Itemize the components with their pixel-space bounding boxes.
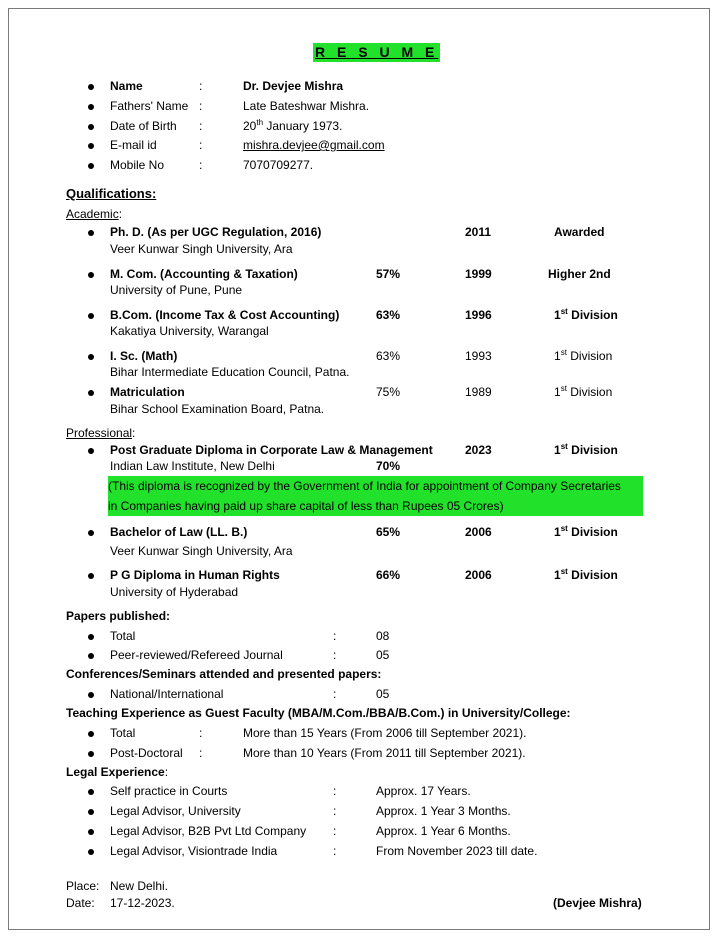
legal-value: Approx. 17 Years. [376, 784, 471, 798]
degree-year: 2011 [465, 225, 492, 239]
papers-value: 05 [376, 648, 390, 662]
legal-value: From November 2023 till date. [376, 844, 538, 858]
degree-result: 1st Division [554, 348, 613, 363]
teaching-value: More than 15 Years (From 2006 till September 2021). [243, 726, 527, 740]
degree-year: 2006 [465, 568, 492, 582]
bullet [88, 653, 94, 659]
signature: (Devjee Mishra) [553, 896, 642, 910]
degree-percent: 63% [376, 349, 401, 363]
degree-result: 1st Division [554, 307, 618, 322]
bullet [88, 143, 94, 149]
degree-result: 1st Division [554, 442, 618, 457]
place-label: Place: [66, 879, 100, 893]
colon: : [199, 99, 203, 113]
degree-year: 2023 [465, 443, 492, 457]
degree-title: B.Com. (Income Tax & Cost Accounting) [110, 308, 340, 322]
degree-institute: Veer Kunwar Singh University, Ara [110, 544, 293, 558]
degree-institute: University of Hyderabad [110, 585, 239, 599]
colon: : [199, 158, 203, 172]
personal-value-name: Dr. Devjee Mishra [243, 79, 344, 93]
degree-year: 1999 [465, 267, 492, 281]
personal-value-father: Late Bateshwar Mishra. [243, 99, 370, 113]
email-link[interactable]: mishra.devjee@gmail.com [243, 138, 385, 152]
personal-label: Name [110, 79, 143, 93]
bullet [88, 272, 94, 278]
bullet [88, 849, 94, 855]
degree-institute: University of Pune, Pune [110, 283, 243, 297]
degree-year: 1996 [465, 308, 492, 322]
personal-label: Date of Birth [110, 119, 177, 133]
legal-label: Self practice in Courts [110, 784, 228, 798]
bullet [88, 354, 94, 360]
degree-title: I. Sc. (Math) [110, 349, 178, 363]
papers-heading: Papers published: [66, 609, 171, 623]
professional-heading: Professional: [66, 426, 136, 440]
bullet [88, 84, 94, 90]
personal-label: E-mail id [110, 138, 157, 152]
bullet [88, 448, 94, 454]
degree-result: 1st Division [554, 384, 613, 399]
degree-result: Higher 2nd [548, 267, 611, 281]
colon: : [199, 746, 203, 760]
date-label: Date: [66, 896, 95, 910]
conferences-heading: Conferences/Seminars attended and presented papers: [66, 667, 382, 681]
legal-label: Legal Advisor, University [110, 804, 241, 818]
bullet [88, 573, 94, 579]
colon: : [333, 844, 337, 858]
degree-percent: 65% [376, 525, 401, 539]
degree-title: M. Com. (Accounting & Taxation) [110, 267, 298, 281]
degree-result: 1st Division [554, 524, 618, 539]
degree-result: Awarded [554, 225, 605, 239]
teaching-value: More than 10 Years (From 2011 till September 2021). [243, 746, 526, 760]
bullet [88, 809, 94, 815]
diploma-note-highlight-1: (This diploma is recognized by the Government of India for appointment of Company Secretaries [108, 476, 643, 496]
legal-heading: Legal Experience: [66, 765, 169, 779]
diploma-note-highlight-2: in Companies having paid up share capital of less than Rupees 05 Crores) [108, 496, 643, 516]
colon: : [199, 726, 203, 740]
legal-value: Approx. 1 Year 3 Months. [376, 804, 511, 818]
conferences-label: National/International [110, 687, 224, 701]
degree-title: P G Diploma in Human Rights [110, 568, 280, 582]
degree-title: Post Graduate Diploma in Corporate Law & Management [110, 443, 433, 457]
colon: : [333, 784, 337, 798]
bullet [88, 530, 94, 536]
bullet [88, 163, 94, 169]
colon: : [333, 824, 337, 838]
degree-percent: 70% [376, 459, 401, 473]
bullet [88, 230, 94, 236]
degree-institute: Kakatiya University, Warangal [110, 324, 269, 338]
papers-label: Total [110, 629, 136, 643]
teaching-label: Post-Doctoral [110, 746, 183, 760]
legal-label: Legal Advisor, B2B Pvt Ltd Company [110, 824, 307, 838]
personal-value-dob: 20th January 1973. [243, 118, 343, 133]
teaching-heading: Teaching Experience as Guest Faculty (MBA/M.Com./BBA/B.Com.) in University/College: [66, 706, 571, 720]
degree-year: 1993 [465, 349, 492, 363]
degree-title: Ph. D. (As per UGC Regulation, 2016) [110, 225, 322, 239]
colon: : [333, 648, 337, 662]
colon: : [333, 804, 337, 818]
papers-value: 08 [376, 629, 390, 643]
degree-year: 2006 [465, 525, 492, 539]
bullet [88, 124, 94, 130]
bullet [88, 104, 94, 110]
colon: : [199, 79, 203, 93]
bullet [88, 313, 94, 319]
colon: : [333, 687, 337, 701]
papers-label: Peer-reviewed/Refereed Journal [110, 648, 283, 662]
degree-percent: 75% [376, 385, 401, 399]
legal-label: Legal Advisor, Visiontrade India [110, 844, 278, 858]
teaching-label: Total [110, 726, 136, 740]
bullet [88, 789, 94, 795]
degree-institute: Indian Law Institute, New Delhi [110, 459, 275, 473]
colon: : [199, 119, 203, 133]
bullet [88, 390, 94, 396]
qualifications-heading: Qualifications: [66, 186, 157, 201]
degree-result: 1st Division [554, 567, 618, 582]
degree-percent: 66% [376, 568, 401, 582]
bullet [88, 731, 94, 737]
personal-value-mobile: 7070709277. [243, 158, 314, 172]
degree-title: Bachelor of Law (LL. B.) [110, 525, 248, 539]
degree-percent: 63% [376, 308, 401, 322]
date-value: 17-12-2023. [110, 896, 175, 910]
personal-label: Mobile No [110, 158, 165, 172]
place-value: New Delhi. [110, 879, 169, 893]
bullet [88, 692, 94, 698]
degree-institute: Bihar Intermediate Education Council, Patna. [110, 365, 350, 379]
degree-institute: Bihar School Examination Board, Patna. [110, 402, 325, 416]
conferences-value: 05 [376, 687, 390, 701]
bullet [88, 751, 94, 757]
bullet [88, 634, 94, 640]
degree-year: 1989 [465, 385, 492, 399]
resume-title: R E S U M E [315, 44, 439, 60]
bullet [88, 829, 94, 835]
degree-percent: 57% [376, 267, 401, 281]
degree-institute: Veer Kunwar Singh University, Ara [110, 242, 293, 256]
colon: : [199, 138, 203, 152]
academic-heading: Academic: [66, 207, 123, 221]
legal-value: Approx. 1 Year 6 Months. [376, 824, 511, 838]
colon: : [333, 629, 337, 643]
degree-title: Matriculation [110, 385, 185, 399]
personal-label: Fathers' Name [110, 99, 189, 113]
